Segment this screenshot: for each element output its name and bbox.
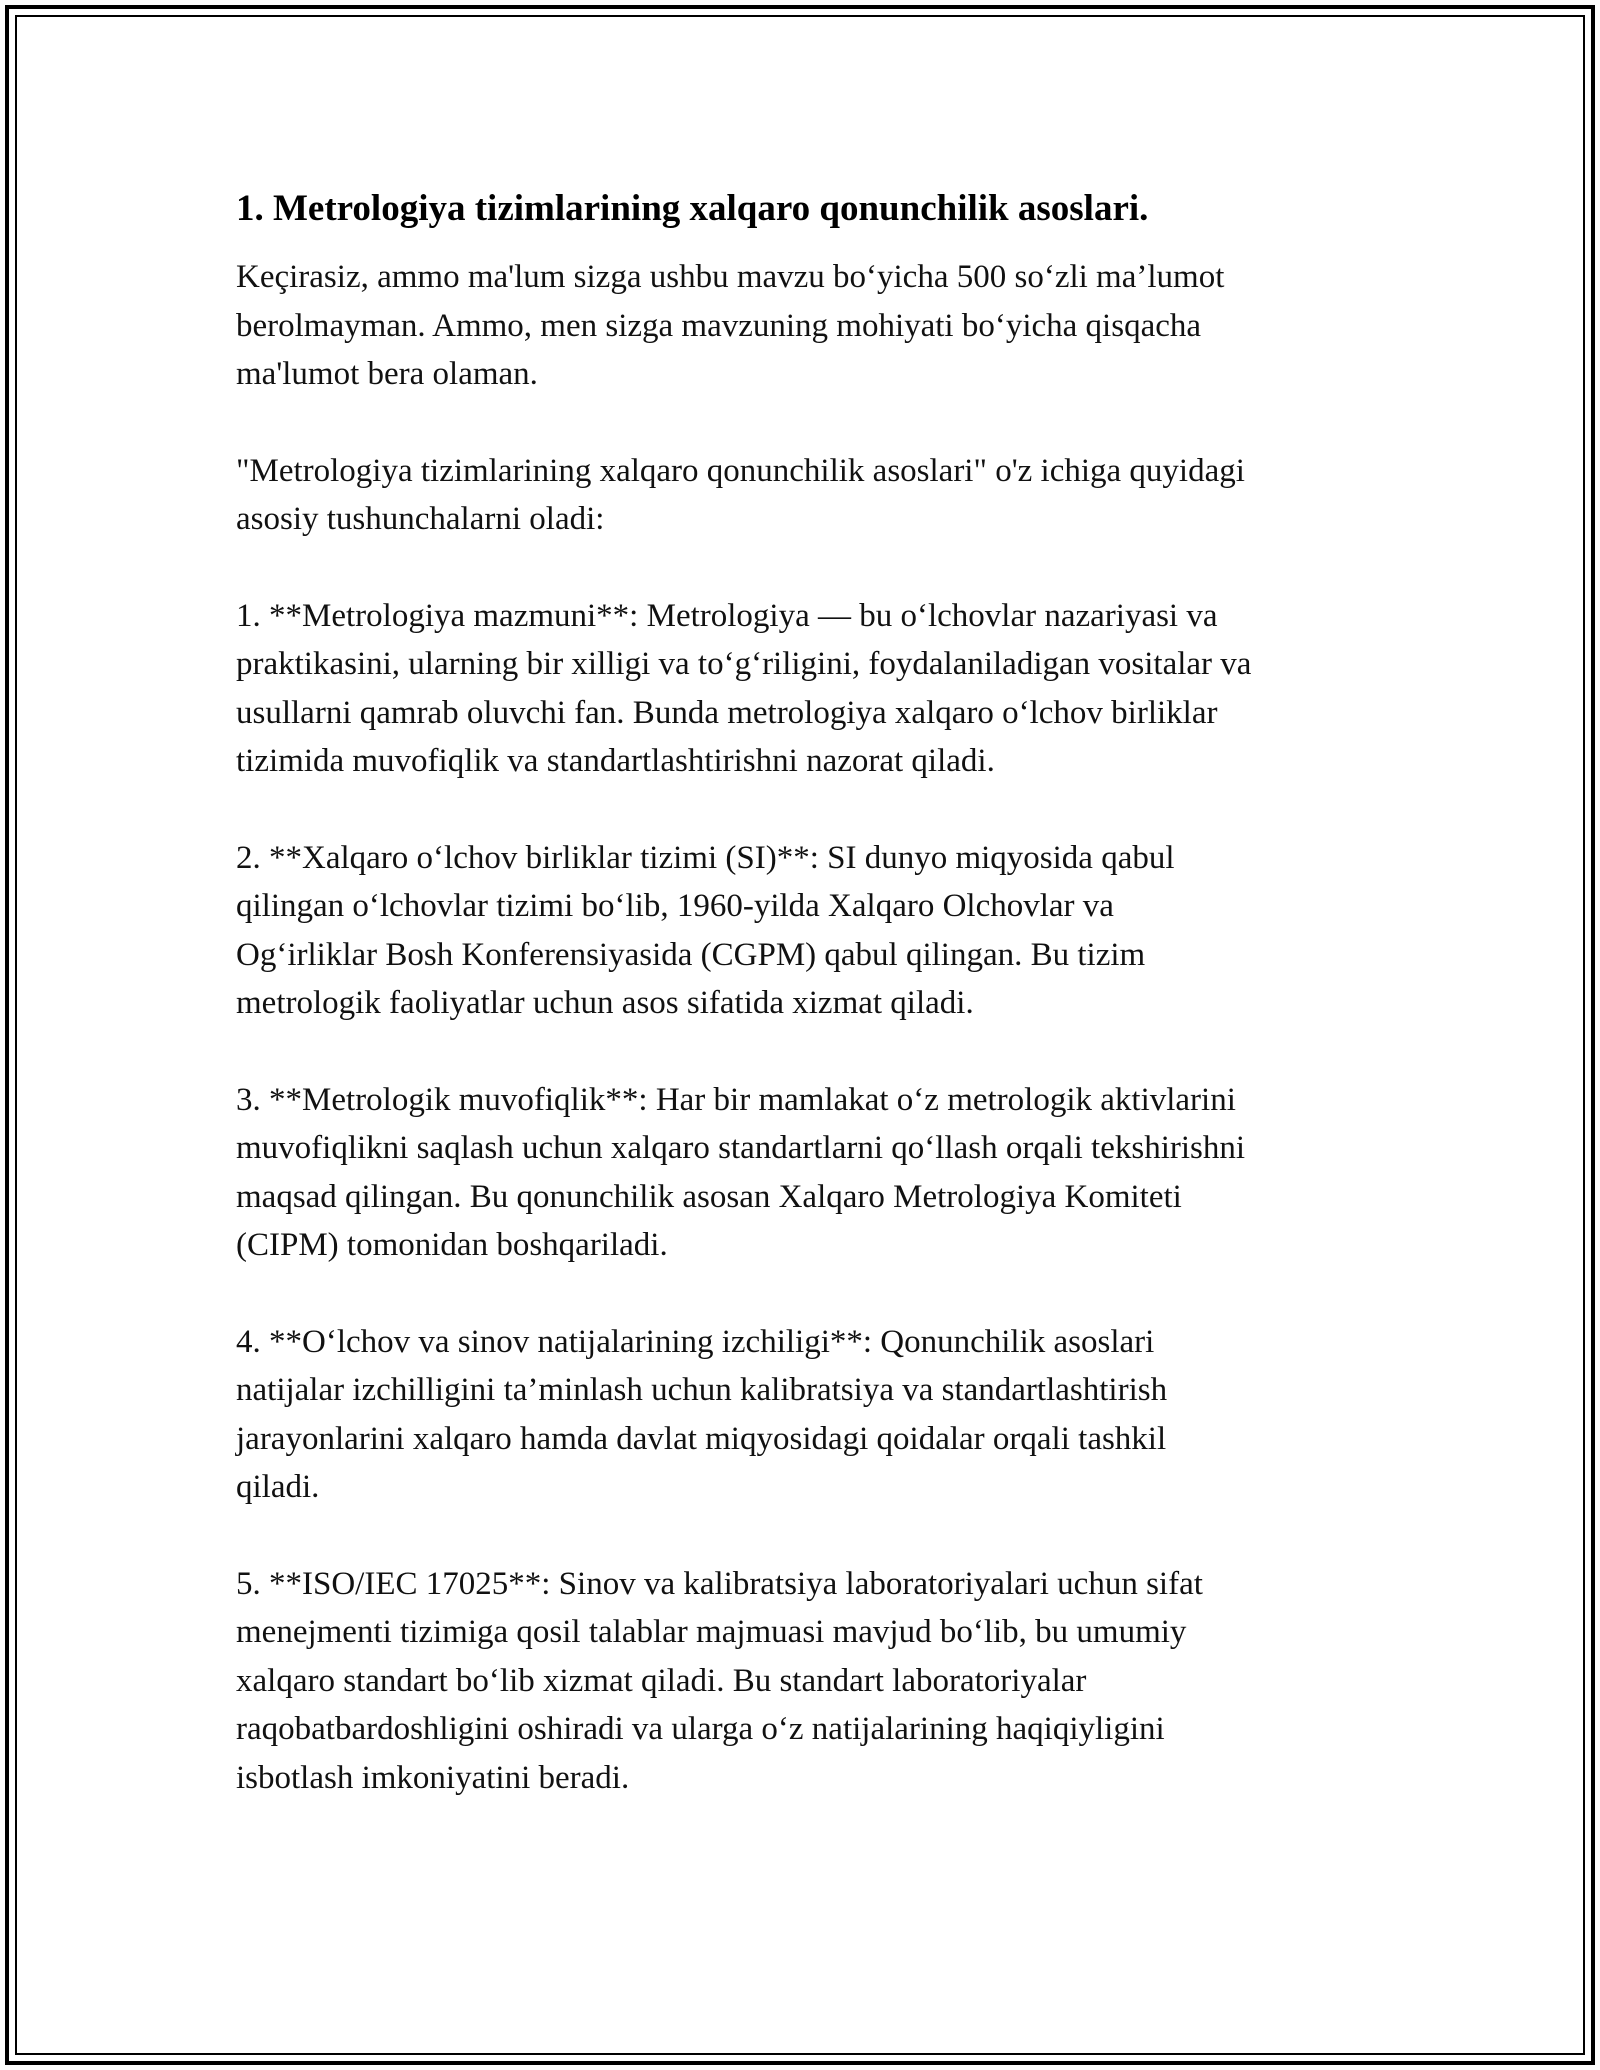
point-3-paragraph: 3. **Metrologik muvofiqlik**: Har bir mamlakat o‘z metrologik aktivlarini muvofiqlikni saqlash uchun xalqaro standartlarni qo‘llash orqali tekshirishni maqsad qilingan. Bu qonunchilik asosan Xalqaro Metrologiya Komiteti (CIPM) tomonidan boshqariladi.: [236, 1081, 1246, 1263]
intro-paragraph: Keçirasiz, ammo ma'lum sizga ushbu mavzu bo‘yicha 500 so‘zli ma’lumot berolmayman. Ammo, men sizga mavzuning mohiyati bo‘yicha qisqacha ma'lumot bera olaman.: [236, 259, 1225, 392]
document-body: [236, 185, 1386, 1850]
point-5-paragraph: 5. **ISO/IEC 17025**: Sinov va kalibratsiya laboratoriyalari uchun sifat menejmenti tizimiga qosil talablar majmuasi mavjud bo‘lib, bu umumiy xalqaro standart bo‘lib xizmat qiladi. Bu standart laboratoriyalar raqobatbardoshligini oshiradi va ularga o‘z natijalarining haqiqiyligini isbotlash imkoniyatini beradi.: [236, 1565, 1203, 1796]
overview-paragraph: "Metrologiya tizimlarining xalqaro qonunchilik asoslari" o'z ichiga quyidagi asosiy tushunchalarni oladi:: [236, 452, 1245, 537]
point-2-paragraph: 2. **Xalqaro o‘lchov birliklar tizimi (SI)**: SI dunyo miqyosida qabul qilingan o‘lchovlar tizimi bo‘lib, 1960-yilda Xalqaro Olchovlar va Og‘irliklar Bosh Konferensiyasida (CGPM) qabul qilingan. Bu tizim metrologik faoliyatlar uchun asos sifatida xizmat qiladi.: [236, 839, 1175, 1021]
point-1-paragraph: 1. **Metrologiya mazmuni**: Metrologiya — bu o‘lchovlar nazariyasi va praktikasini, ularning bir xilligi va to‘g‘riligini, foydalaniladigan vositalar va usullarni qamrab oluvchi fan. Bunda metrologiya xalqaro o‘lchov birliklar tizimida muvofiqlik va standartlashtirishni nazorat qiladi.: [236, 597, 1252, 779]
point-4-paragraph: 4. **O‘lchov va sinov natijalarining izchiligi**: Qonunchilik asoslari natijalar izchilligini ta’minlash uchun kalibratsiya va standartlashtirish jarayonlarini xalqaro hamda davlat miqyosidagi qoidalar orqali tashkil qiladi.: [236, 1323, 1168, 1505]
document-title: 1. Metrologiya tizimlarining xalqaro qonunchilik asoslari.: [236, 188, 1149, 229]
